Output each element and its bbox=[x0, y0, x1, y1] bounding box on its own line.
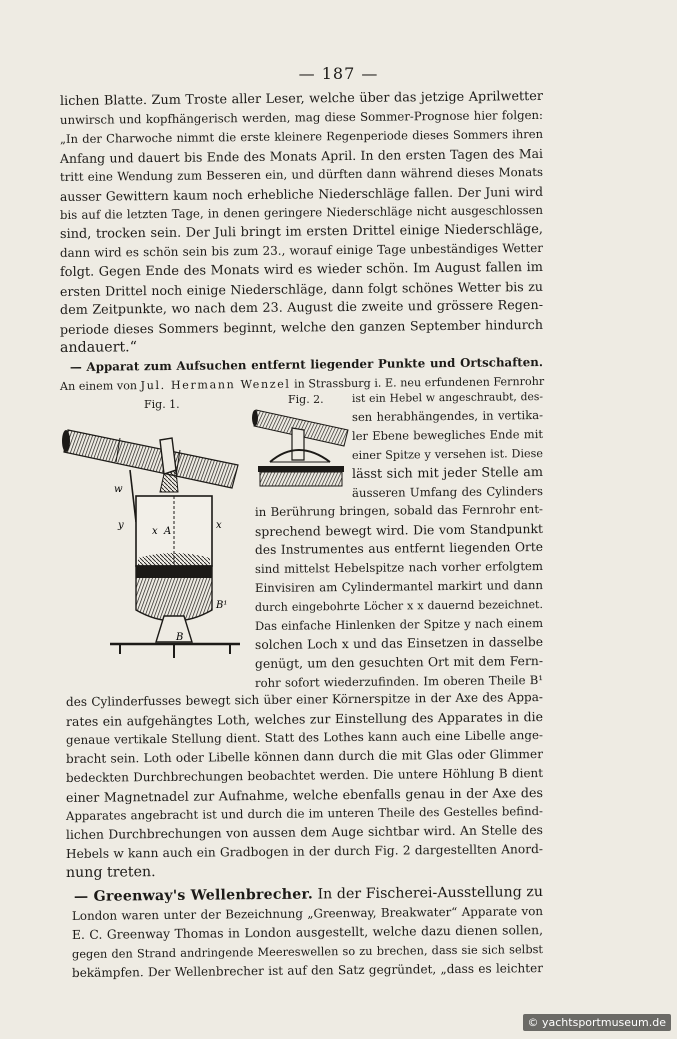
text-line: rates ein aufgehängtes Loth, welches zur Einstellung des Apparates in die bbox=[65, 709, 544, 729]
text-line: tritt eine Wendung zum Besseren ein, und dürften dann während dieses Monats bbox=[59, 164, 544, 184]
text-line: bis auf die letzten Tage, in denen geringere Niederschläge nicht ausgeschlossen bbox=[59, 202, 544, 222]
figure-1-telescope-cylinder bbox=[60, 410, 250, 665]
text-line: lässt sich mit jeder Stelle am bbox=[351, 465, 544, 482]
text-line: sind, trocken sein. Der Juli bringt im ersten Drittel einige Niederschläge, bbox=[59, 221, 544, 242]
label-w: w bbox=[114, 484, 123, 495]
text-line: nung treten. bbox=[65, 864, 156, 881]
text-line: „In der Charwoche nimmt die erste kleinere Regenperiode dieses Sommers ihren bbox=[59, 126, 544, 146]
label-x-left: x bbox=[152, 526, 158, 537]
text-line: äusseren Umfang des Cylinders bbox=[351, 484, 544, 500]
text-line: bedeckten Durchbrechungen beobachtet werden. Die untere Höhlung B dient bbox=[65, 766, 544, 785]
text-line: lichen Durchbrechungen von aussen dem Auge sichtbar wird. An Stelle des bbox=[65, 823, 544, 842]
intro-pre: An einem von bbox=[59, 379, 141, 393]
text-line: lichen Blatte. Zum Troste aller Leser, welche über das jetzige Aprilwetter bbox=[59, 88, 544, 109]
text-line: periode dieses Sommers beginnt, welche den ganzen September hindurch bbox=[59, 316, 544, 337]
text-line: einer Spitze y versehen ist. Diese bbox=[351, 447, 544, 462]
text-line: ist ein Hebel w angeschraubt, des- bbox=[351, 390, 544, 405]
text-line: in Berührung bringen, sobald das Fernrohr ent- bbox=[254, 501, 544, 519]
text-line: genaue vertikale Stellung dient. Statt des Lothes kann auch eine Libelle ange- bbox=[65, 728, 544, 747]
text-line: rohr sofort wiederzufinden. Im oberen Theile B¹ bbox=[254, 672, 544, 690]
text-line: des Instrumentes aus entfernt liegenden Orte bbox=[254, 539, 544, 557]
label-B1: B¹ bbox=[216, 600, 228, 611]
text-line: London waren unter der Bezeichnung „Greenway, Breakwater“ Apparate von bbox=[71, 904, 544, 923]
inventor-name: Jul. Hermann Wenzel bbox=[140, 377, 291, 393]
label-y: y bbox=[118, 520, 124, 531]
text-line: folgt. Gegen Ende des Monats wird es wieder schön. Im August fallen im bbox=[59, 259, 544, 280]
watermark-badge: © yachtsportmuseum.de bbox=[523, 1014, 671, 1031]
greenway-lead: In der Fischerei-Ausstellung zu bbox=[312, 884, 544, 903]
fig2-caption: Fig. 2. bbox=[288, 393, 324, 406]
text-line: sprechend bewegt wird. Die vom Standpunkt bbox=[254, 520, 544, 539]
fig1-caption: Fig. 1. bbox=[144, 398, 180, 411]
text-line: andauert.“ bbox=[59, 339, 137, 356]
text-line: solchen Loch x und das Einsetzen in dasselbe bbox=[254, 634, 544, 652]
text-line: sind mittelst Hebelspitze nach vorher erfolgtem bbox=[254, 558, 544, 576]
label-A: A bbox=[164, 526, 172, 537]
text-line: unwirsch und kopfhängerisch werden, mag diese Sommer-Prognose hier folgen: bbox=[59, 107, 544, 127]
text-line: genügt, um den gesuchten Ort mit dem Fern- bbox=[254, 653, 544, 671]
section-heading-greenway: — Greenway's Wellenbrecher. bbox=[73, 886, 314, 905]
text-line: durch eingebohrte Löcher x x dauernd bezeichnet. bbox=[254, 597, 544, 614]
intro-post: in Strassburg i. E. neu erfundenen Fernrohr bbox=[290, 374, 545, 391]
text-line: Hebels w kann auch ein Gradbogen in der durch Fig. 2 dargestellten Anord- bbox=[65, 842, 544, 861]
text-line: E. C. Greenway Thomas in London ausgestellt, welche dazu dienen sollen, bbox=[71, 923, 544, 942]
text-line: Einvisiren am Cylindermantel markirt und dann bbox=[254, 577, 544, 595]
text-line: gegen den Strand andringende Meereswellen so zu brechen, dass sie sich selbst bbox=[71, 942, 544, 961]
text-line: bracht sein. Loth oder Libelle können dann durch die mit Glas oder Glimmer bbox=[65, 747, 544, 766]
text-line: sen herabhängendes, in vertika- bbox=[351, 408, 544, 424]
text-line: einer Magnetnadel zur Aufnahme, welche ebenfalls genau in der Axe des bbox=[65, 785, 544, 805]
text-line: dem Zeitpunkte, wo nach dem 23. August die zweite und grössere Regen- bbox=[59, 297, 544, 318]
text-line: Das einfache Hinlenken der Spitze y nach einem bbox=[254, 615, 544, 633]
text-line: des Cylinderfusses bewegt sich über einer Körnerspitze in der Axe des Appa- bbox=[65, 690, 544, 709]
label-B: B bbox=[176, 632, 184, 643]
text-line: bekämpfen. Der Wellenbrecher ist auf den Satz gegründet, „dass es leichter bbox=[71, 961, 544, 980]
text-line: Anfang und dauert bis Ende des Monats April. In den ersten Tagen des Mai bbox=[59, 145, 544, 166]
figure-2-telescope-arc bbox=[252, 400, 352, 492]
section-heading-apparat: — Apparat zum Aufsuchen entfernt liegender Punkte und Ortschaften. bbox=[69, 355, 544, 374]
text-line: ersten Drittel noch einige Niederschläge, dann folgt schönes Wetter bis zu bbox=[59, 278, 544, 299]
text-line: ausser Gewittern kaum noch erhebliche Niederschläge fallen. Der Juni wird bbox=[59, 183, 544, 204]
page-number: — 187 — bbox=[298, 64, 379, 83]
text-line: dann wird es schön sein bis zum 23., worauf einige Tage unbeständiges Wetter bbox=[59, 240, 544, 260]
text-line: Apparates angebracht ist und durch die im unteren Theile des Gestelles befind- bbox=[65, 804, 544, 823]
text-line: ler Ebene bewegliches Ende mit bbox=[351, 427, 544, 443]
label-x-right: x bbox=[216, 520, 222, 531]
